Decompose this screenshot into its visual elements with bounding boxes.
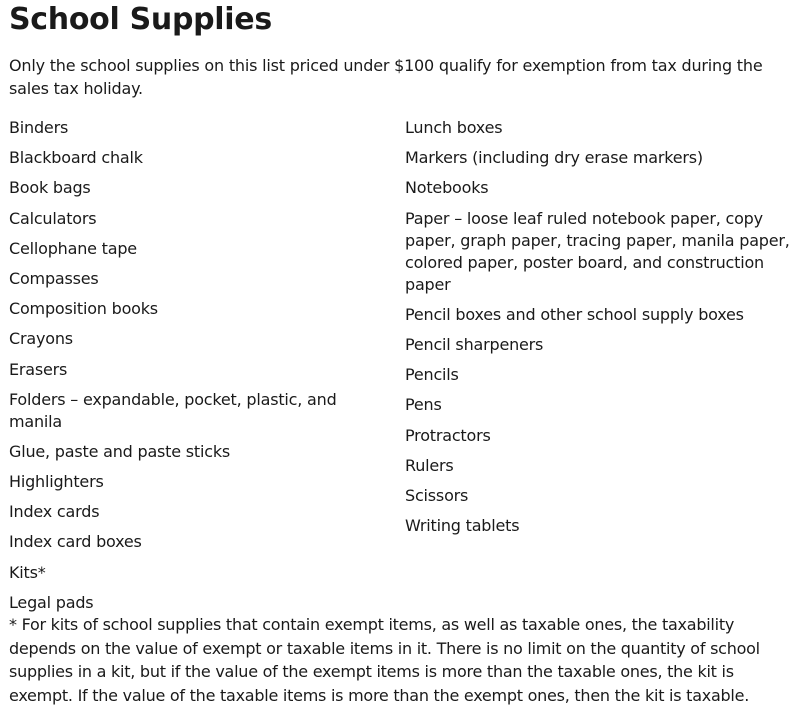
list-item: Calculators [9,208,97,228]
page-title: School Supplies [9,2,272,37]
list-item: Composition books [9,299,158,319]
list-item: Pens [405,395,442,415]
list-item: Pencils [405,365,459,385]
list-item: Index cards [9,502,100,522]
list-item: Glue, paste and paste sticks [9,441,231,461]
list-item: Binders [9,118,69,137]
list-item: Markers (including dry erase markers) [405,148,703,168]
list-item: Cellophane tape [9,238,137,258]
list-item: Writing tablets [405,516,520,536]
list-item: Scissors [405,485,469,505]
supplies-list-left [9,117,394,622]
list-item: Index card boxes [9,532,142,552]
list-item: Protractors [405,425,491,445]
kits-footnote: * For kits of school supplies that contain exempt items, as well as taxable ones, the taxability depends on the value of exempt or taxable items in it. There is no limit on the quantity of school supplies in a kit, but if the value of the exempt items is more than the taxable ones, the kit is exempt. If the value of the taxable items is more than the exempt ones, then the kit is taxable. [9,615,760,705]
list-item: Lunch boxes [405,118,503,137]
list-item: Highlighters [9,472,104,492]
intro-paragraph: Only the school supplies on this list priced under $100 qualify for exemption from tax during the sales tax holiday. [9,56,763,98]
list-item: Pencil boxes and other school supply boxes [405,304,744,324]
list-item: Kits* [9,562,46,582]
list-item: Folders – expandable, pocket, plastic, and manila [9,389,337,431]
list-item: Paper – loose leaf ruled notebook paper, copy paper, graph paper, tracing paper, manila paper, colored paper, poster board, and construction paper [405,208,790,294]
list-item: Compasses [9,268,99,288]
list-item: Book bags [9,178,91,198]
list-item: Rulers [405,455,454,475]
list-item: Erasers [9,359,68,379]
list-item: Crayons [9,329,73,349]
list-item: Blackboard chalk [9,148,143,168]
list-item: Legal pads [9,592,94,612]
list-item: Pencil sharpeners [405,334,544,354]
list-item: Notebooks [405,178,489,198]
supplies-list-right [405,117,790,545]
supplies-columns [9,117,791,612]
